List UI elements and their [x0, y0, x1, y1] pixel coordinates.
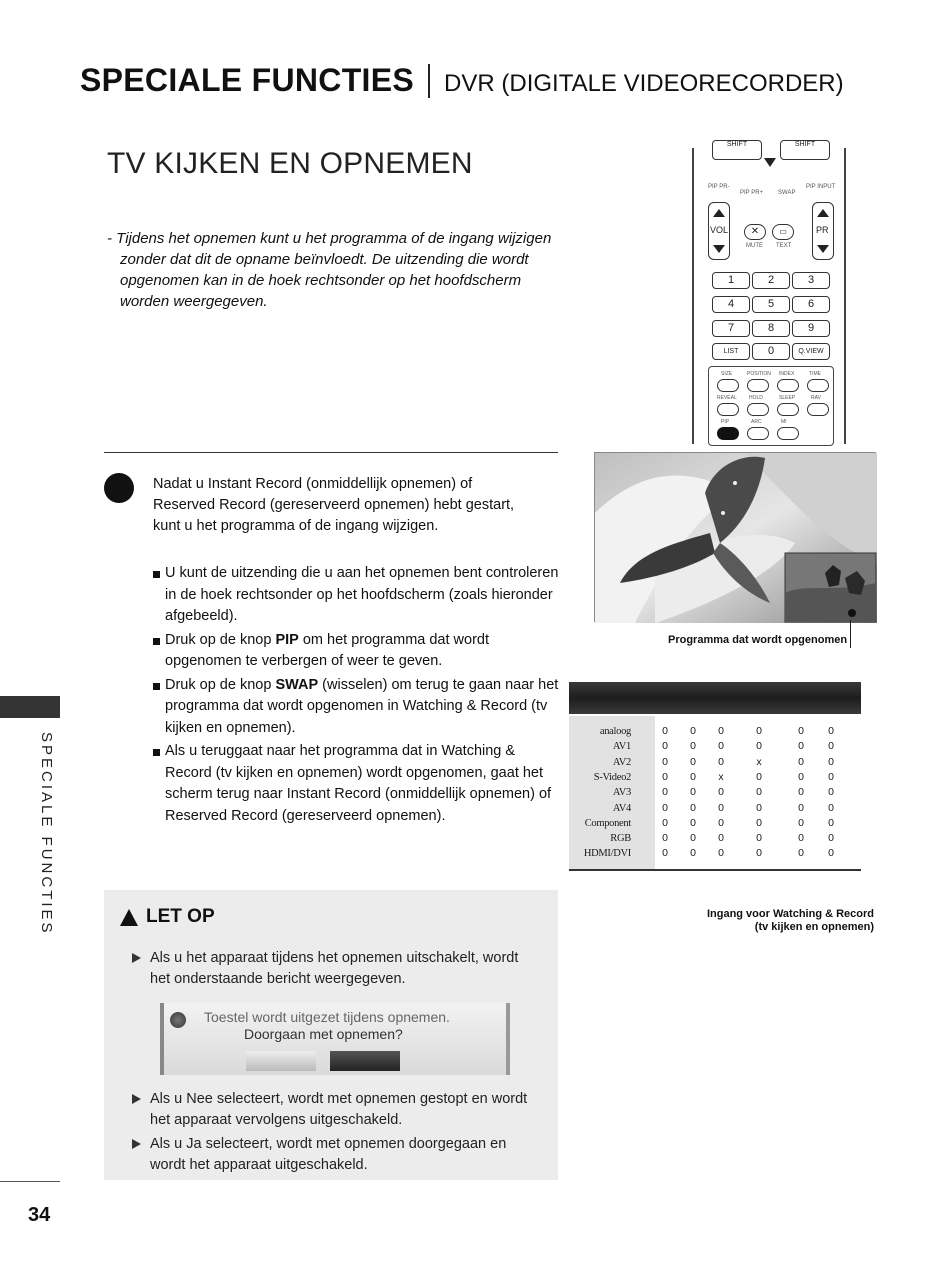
shift-left-button: SHIFT: [712, 140, 762, 160]
down-arrow-icon: [817, 245, 829, 253]
table-cell: x: [718, 770, 724, 783]
yes-button: [330, 1051, 400, 1071]
row-label: AV1: [612, 741, 631, 753]
table-cell: 0: [798, 801, 804, 814]
table-cell: 0: [828, 832, 834, 845]
table-cell: 0: [828, 740, 834, 753]
table-caption: Ingang voor Watching & Record (tv kijken en opnemen): [706, 908, 874, 933]
square-bullet-icon: [153, 638, 160, 645]
table-cell: 0: [718, 832, 724, 845]
row-label: AV4: [612, 802, 631, 814]
table-cell: 0: [690, 801, 696, 814]
table-cell: 0: [798, 770, 804, 783]
time-button: [807, 379, 829, 392]
table-cell: x: [756, 755, 762, 768]
table-cell: 0: [662, 801, 668, 814]
table-cell: 0: [756, 801, 762, 814]
digit-7-button: 7: [712, 320, 750, 337]
digit-6-button: 6: [792, 296, 830, 313]
table-row: [569, 770, 861, 785]
dialog-question: Doorgaan met opnemen?: [244, 1026, 403, 1042]
page-number: 34: [28, 1204, 51, 1226]
mi-button: [777, 427, 799, 440]
q-view-button: Q.VIEW: [792, 343, 830, 360]
table-cell: 0: [718, 786, 724, 799]
table-cell: 0: [756, 847, 762, 860]
pip-input-label: PIP INPUT: [806, 184, 836, 190]
table-cell: 0: [828, 770, 834, 783]
bullet-item: Als u teruggaat naar het programma dat in Watching & Record (tv kijken en opnemen) wordt opgenomen, gaat het scherm terug naar Instant Record (onmiddellijk opnemen) of Reserved Record (gereserveerd opnemen).: [150, 741, 560, 827]
table-cell: 0: [690, 816, 696, 829]
table-cell: 0: [718, 816, 724, 829]
row-label: HDMI/DVI: [583, 848, 631, 860]
table-cell: 0: [662, 832, 668, 845]
square-bullet-icon: [153, 571, 160, 578]
table-header-bar: [569, 682, 861, 714]
arrow-bullet-icon: [132, 953, 141, 963]
bullet-list: [150, 563, 560, 829]
table-cell: 0: [718, 801, 724, 814]
pip-pr-plus-label: PIP PR+: [740, 190, 764, 196]
intro-paragraph: - Tijdens het opnemen kunt u het programma of de ingang wijzigen zonder dat dit de opname beïnvloedt. De uitzending die wordt opgenomen kan in de hoek rechtsonder op het hoofdscherm worden weergegeven.: [107, 230, 552, 310]
rav-button: [807, 403, 829, 416]
side-tab-marker: [0, 696, 60, 718]
table-row: [569, 801, 861, 816]
header-separator: [428, 64, 430, 98]
position-button: [747, 379, 769, 392]
table-cell: 0: [798, 847, 804, 860]
note-item: Als u Ja selecteert, wordt met opnemen doorgegaan en wordt het apparaat uitgeschakeld.: [132, 1134, 542, 1176]
table-cell: 0: [690, 755, 696, 768]
down-arrow-icon: [764, 158, 776, 167]
sleep-button: [777, 403, 799, 416]
function-key-panel: SIZE POSITION INDEX TIME REVEAL HOLD SLEEP RAV PIP ARC MI: [708, 366, 834, 446]
table-cell: 0: [662, 725, 668, 737]
row-label: Component: [584, 817, 631, 829]
no-button: [246, 1051, 316, 1071]
table-cell: 0: [756, 725, 762, 737]
table-cell: 0: [662, 755, 668, 768]
pip-button: [717, 427, 739, 440]
table-cell: 0: [798, 832, 804, 845]
table-cell: 0: [662, 816, 668, 829]
warning-icon: [120, 909, 138, 926]
side-section-label: SPECIALE FUNCTIES: [38, 732, 55, 936]
table-cell: 0: [756, 770, 762, 783]
intro-text: [107, 228, 567, 312]
up-arrow-icon: [713, 209, 725, 217]
table-cell: 0: [828, 786, 834, 799]
table-cell: 0: [828, 755, 834, 768]
table-row: [569, 846, 861, 861]
section-divider: [104, 452, 558, 453]
footer-rule: [0, 1181, 60, 1182]
table-cell: 0: [798, 816, 804, 829]
table-cell: 0: [690, 725, 696, 737]
table-cell: 0: [828, 816, 834, 829]
shutdown-dialog-illustration: [160, 1003, 510, 1075]
warning-icon: [170, 1012, 186, 1028]
caption-pointer-line: [850, 620, 851, 648]
pip-pr-minus-label: PIP PR-: [708, 184, 730, 190]
table-row: [569, 724, 861, 739]
square-bullet-icon: [153, 683, 160, 690]
mute-label: MUTE: [746, 243, 763, 249]
swap-key-label: SWAP: [275, 676, 319, 693]
table-row: [569, 739, 861, 754]
photo-caption: Programma dat wordt opgenomen: [668, 634, 848, 646]
table-cell: 0: [828, 801, 834, 814]
text-button: ▭: [772, 224, 794, 240]
butterfly-image: [595, 453, 877, 623]
table-cell: 0: [718, 725, 724, 737]
page-title: TV KIJKEN EN OPNEMEN: [107, 147, 473, 180]
size-button: [717, 379, 739, 392]
arc-button: [747, 427, 769, 440]
step-bullet-icon: [104, 473, 134, 503]
table-cell: 0: [756, 786, 762, 799]
arrow-bullet-icon: [132, 1139, 141, 1149]
table-cell: 0: [798, 786, 804, 799]
table-cell: 0: [690, 786, 696, 799]
table-cell: 0: [798, 740, 804, 753]
shift-right-button: SHIFT: [780, 140, 830, 160]
volume-rocker: VOL: [708, 202, 730, 260]
bullet-item: Druk op de knop SWAP (wisselen) om terug te gaan naar het programma dat wordt opgenomen in Watching & Record (tv kijken en opnemen).: [150, 675, 560, 740]
table-cell: 0: [828, 725, 834, 737]
remote-control-illustration: [692, 141, 846, 444]
table-row: [569, 831, 861, 846]
table-cell: 0: [756, 832, 762, 845]
bullet-item: Druk op de knop PIP om het programma dat wordt opgenomen te verbergen of weer te geven.: [150, 630, 560, 673]
table-cell: 0: [718, 847, 724, 860]
note-item: Als u het apparaat tijdens het opnemen uitschakelt, wordt het onderstaande bericht weergegeven.: [132, 948, 542, 990]
table-cell: 0: [690, 740, 696, 753]
digit-9-button: 9: [792, 320, 830, 337]
step-text: Nadat u Instant Record (onmiddellijk opnemen) of Reserved Record (gereserveerd opnemen) hebt gestart, kunt u het programma of de ingang wijzigen.: [153, 476, 515, 534]
input-table: [569, 716, 861, 871]
table-cell: 0: [798, 725, 804, 737]
row-label: S-Video2: [593, 771, 631, 783]
square-bullet-icon: [153, 749, 160, 756]
note-item: Als u Nee selecteert, wordt met opnemen gestopt en wordt het apparaat vervolgens uitgeschakeld.: [132, 1089, 542, 1131]
table-cell: 0: [756, 740, 762, 753]
bullet-item: U kunt de uitzending die u aan het opnemen bent controleren in de hoek rechtsonder op het hoofdscherm (zoals hieronder afgebeeld).: [150, 563, 560, 628]
table-row: [569, 755, 861, 770]
subsection-title: DVR (DIGITALE VIDEORECORDER): [444, 70, 844, 97]
table-cell: 0: [690, 832, 696, 845]
reveal-button: [717, 403, 739, 416]
digit-4-button: 4: [712, 296, 750, 313]
row-label: RGB: [610, 833, 631, 845]
digit-2-button: 2: [752, 272, 790, 289]
table-cell: 0: [662, 740, 668, 753]
section-title: SPECIALE FUNCTIES: [80, 62, 415, 98]
tv-screen-illustration: [594, 452, 876, 622]
page-header: [80, 62, 844, 99]
mute-button: ✕: [744, 224, 766, 240]
table-cell: 0: [756, 816, 762, 829]
digit-5-button: 5: [752, 296, 790, 313]
table-row: [569, 785, 861, 800]
table-cell: 0: [828, 847, 834, 860]
dialog-message: Toestel wordt uitgezet tijdens opnemen.: [204, 1009, 450, 1025]
table-cell: 0: [690, 770, 696, 783]
down-arrow-icon: [713, 245, 725, 253]
table-cell: 0: [662, 786, 668, 799]
table-cell: 0: [690, 847, 696, 860]
program-rocker: PR: [812, 202, 834, 260]
swap-label: SWAP: [778, 190, 796, 196]
hold-button: [747, 403, 769, 416]
row-label: AV2: [612, 756, 631, 768]
table-cell: 0: [662, 770, 668, 783]
digit-0-button: 0: [752, 343, 790, 360]
digit-1-button: 1: [712, 272, 750, 289]
arrow-bullet-icon: [132, 1094, 141, 1104]
list-button: LIST: [712, 343, 750, 360]
digit-3-button: 3: [792, 272, 830, 289]
index-button: [777, 379, 799, 392]
text-label: TEXT: [776, 243, 792, 249]
pip-key-label: PIP: [275, 631, 299, 648]
table-row: [569, 816, 861, 831]
digit-8-button: 8: [752, 320, 790, 337]
table-cell: 0: [662, 847, 668, 860]
table-cell: 0: [718, 755, 724, 768]
row-label: AV3: [612, 787, 631, 799]
up-arrow-icon: [817, 209, 829, 217]
row-label: analoog: [599, 726, 631, 737]
note-title: LET OP: [120, 906, 215, 928]
table-cell: 0: [798, 755, 804, 768]
table-cell: 0: [718, 740, 724, 753]
